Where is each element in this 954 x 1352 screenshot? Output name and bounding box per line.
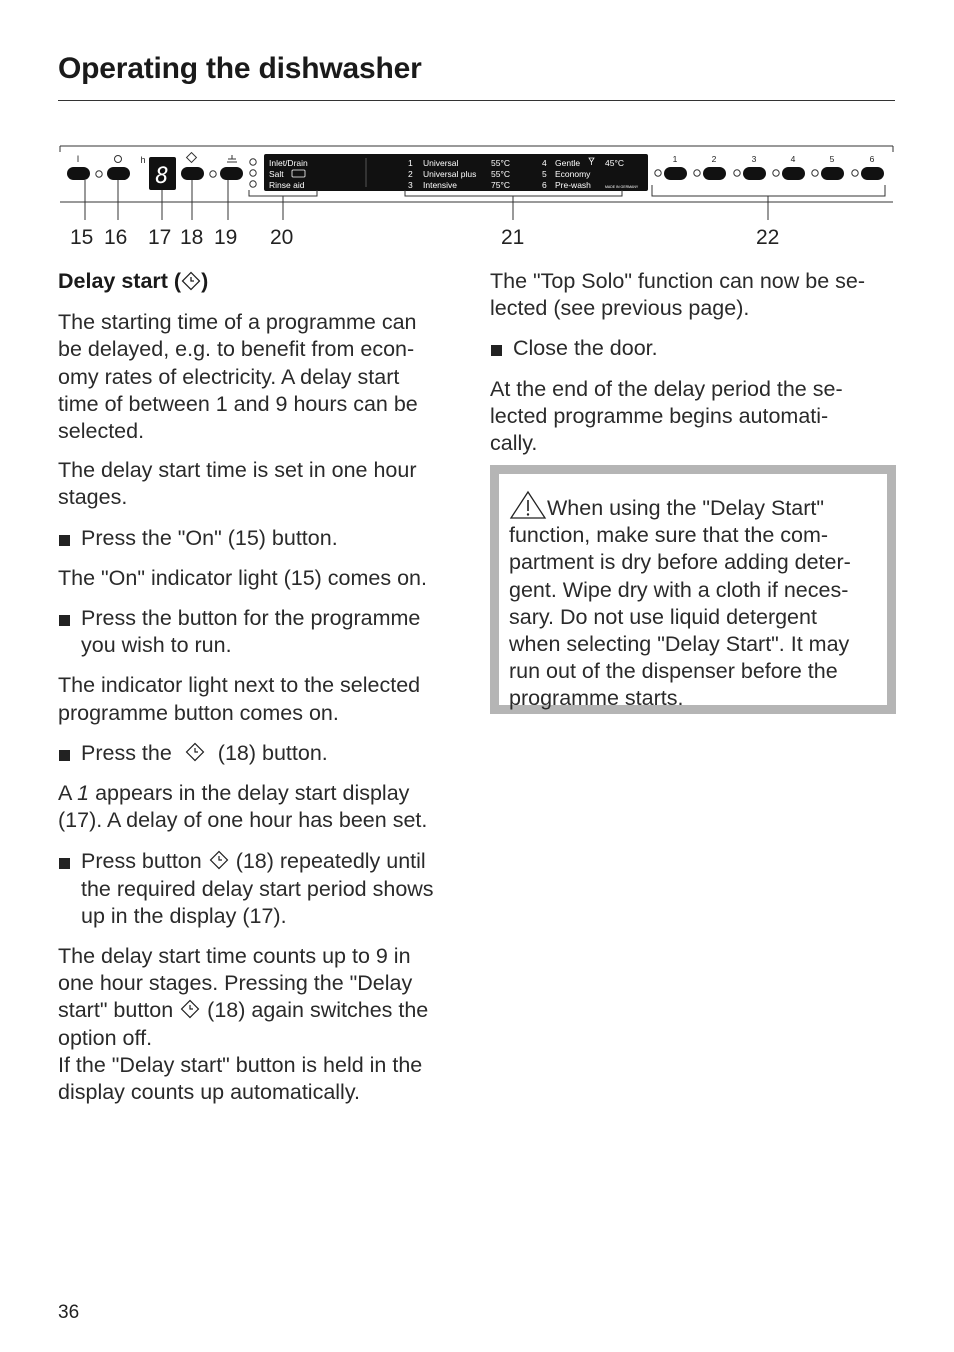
callout-19: 19 [214,226,238,249]
step-press-repeatedly: Press button (18) repeatedly until the required delay start period shows up in the display (17). [58,848,458,930]
appears-paragraph: A 1 appears in the delay start display (17). A delay of one hour has been set. [58,781,428,833]
callout-15: 15 [70,226,94,249]
prog-3-temp: 75°C [491,180,510,190]
prog-5-name: Economy [555,169,591,179]
topsolo-indicator-light [210,171,216,177]
indicator-paragraph: The indicator light next to the selected programme button comes on. [58,673,421,725]
step-press-on: Press the "On" (15) button. [58,525,458,552]
callout-21: 21 [501,226,525,249]
callout-20: 20 [270,226,294,249]
prog-3-num: 3 [408,180,413,190]
on-light-paragraph: The "On" indicator light (15) comes on. [58,565,427,590]
prog-1-temp: 55°C [491,158,510,168]
page-number: 36 [58,1302,80,1323]
display-salt: Salt [269,169,284,179]
delay-start-icon [208,849,230,871]
delay-start-heading: Delay start ( ) [58,269,209,293]
prog-4-temp: 45°C [605,158,624,168]
bracket-22 [652,185,885,196]
topsolo-paragraph: The "Top Solo" function can now be se- lected (see previous page). [490,269,866,321]
control-panel-svg [0,140,954,220]
step-close-door: Close the door. [490,335,890,362]
programme-buttons [655,167,884,180]
programme-button-1 [664,167,687,180]
on-symbol: I [76,154,80,164]
warning-text: When using the "Delay Start" function, make sure that the com- partment is dry before adding deter- gent. Wipe dry with a cloth if neces- sary. Do not use liquid detergent when selecting "Delay Start". It may run out of the dispenser before the programme starts. [509,490,881,713]
delay-start-icon [184,741,206,763]
prog-1-name: Universal [423,158,459,168]
programme-label-2: 2 [711,154,717,164]
callout-18: 18 [180,226,204,249]
programme-button-4 [782,167,805,180]
display-rinse-aid: Rinse aid [269,180,305,190]
callout-17: 17 [148,226,172,249]
prog-4-name: Gentle [555,158,581,168]
delay-start-icon [187,153,197,163]
programme-label-3: 3 [751,154,757,164]
right-column [490,268,890,457]
made-in-label: MADE IN GERMANY [605,185,639,189]
left-column [58,268,458,1106]
off-button [107,167,130,180]
delay-display-digit: 8 [155,164,169,189]
step-press-delay: Press the (18) button. [58,740,458,767]
display-inlet-drain: Inlet/Drain [269,158,308,168]
prog-5-num: 5 [542,169,547,179]
status-light-2 [250,170,256,176]
on-indicator-light [96,171,102,177]
callout-22: 22 [756,226,780,249]
prog-2-name: Universal plus [423,169,477,179]
programme-label-1: 1 [672,154,678,164]
intro-paragraph: The starting time of a programme can be delayed, e.g. to benefit from econ- omy rates of electricity. A delay start time of between 1 and 9 hours can be selected. [58,310,418,444]
control-panel-diagram [0,140,954,260]
status-light-1 [250,159,256,165]
warning-box [490,465,896,714]
callout-16: 16 [104,226,128,249]
programme-button-3 [743,167,766,180]
delay-start-icon [181,271,201,291]
title-divider [58,100,895,101]
programme-label-4: 4 [790,154,796,164]
programme-label-5: 5 [829,154,835,164]
page-title: Operating the dishwasher [58,52,422,85]
prog-4-num: 4 [542,158,547,168]
prog-3-name: Intensive [423,180,458,190]
programme-button-2 [703,167,726,180]
prog-6-num: 6 [542,180,547,190]
topsolo-icon [227,155,237,162]
prog-2-num: 2 [408,169,413,179]
delay-start-icon [179,998,201,1020]
prog-2-temp: 55°C [491,169,510,179]
prog-1-num: 1 [408,158,413,168]
status-light-3 [250,181,256,187]
programme-button-5 [821,167,844,180]
display-digit-one: 1 [77,781,90,806]
delay-start-button [181,167,204,180]
programme-button-6 [861,167,884,180]
programme-label-6: 6 [869,154,875,164]
step-press-programme: Press the button for the programme you wish to run. [58,605,458,659]
on-button [67,167,90,180]
topsolo-button [220,167,243,180]
warning-icon [509,490,547,520]
counts-paragraph: The delay start time counts up to 9 in one hour stages. Pressing the "Delay start" button (18) again switches the option off. If the "Delay start" button is held in the display counts up automatically. [58,944,429,1105]
end-delay-paragraph: At the end of the delay period the se- lected programme begins automati- cally. [490,376,843,456]
prog-6-name: Pre-wash [555,180,591,190]
hours-symbol: h [140,155,146,165]
off-symbol [115,156,122,163]
stages-paragraph: The delay start time is set in one hour stages. [58,458,417,510]
